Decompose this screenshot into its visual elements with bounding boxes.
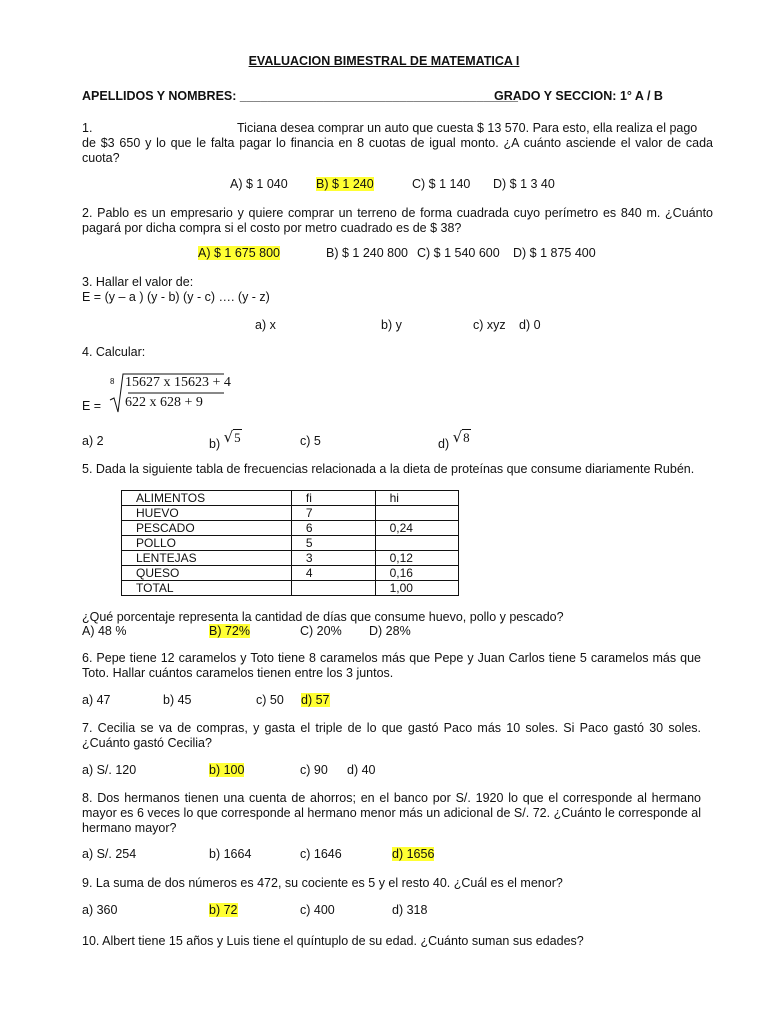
q3-expression: E = (y – a ) (y - b) (y - c) …. (y - z) — [82, 290, 270, 304]
q4-line1: 4. Calcular: — [82, 345, 146, 359]
q7-option-b: b) 100 — [209, 763, 245, 777]
q4-numerator: 15627 x 15623 + 4 — [125, 375, 231, 390]
table-row — [122, 536, 459, 551]
q5-question: ¿Qué porcentaje representa la cantidad de días que consume huevo, pollo y pescado? — [82, 610, 564, 624]
q2-option-c: C) $ 1 540 600 — [417, 246, 500, 260]
q6-option-a: a) 47 — [82, 693, 111, 707]
q6-option-d: d) 57 — [301, 693, 330, 707]
table-cell — [375, 536, 458, 551]
q9-option-a: a) 360 — [82, 903, 118, 917]
table-cell: PESCADO — [122, 521, 292, 536]
q6-option-b: b) 45 — [163, 693, 192, 707]
frequency-table — [121, 490, 459, 596]
page-title: EVALUACION BIMESTRAL DE MATEMATICA I — [248, 54, 520, 68]
q8-option-b: b) 1664 — [209, 847, 252, 861]
q6-text: 6. Pepe tiene 12 caramelos y Toto tiene 8 caramelos más que Pepe y Juan Carlos tiene 5 caramelos más que Toto. Hallar cuántos caramelos tienen entre los 3 juntos. — [82, 651, 701, 680]
table-row — [122, 521, 459, 536]
q1-option-a: A) $ 1 040 — [230, 177, 288, 191]
sqrt-icon: √ — [452, 428, 463, 446]
table-cell: 0,24 — [375, 521, 458, 536]
q7-option-c: c) 90 — [300, 763, 328, 777]
q10-text: 10. Albert tiene 15 años y Luis tiene el quíntuplo de su edad. ¿Cuánto suman sus edades? — [82, 934, 584, 948]
q1-text: de $3 650 y lo que le falta pagar lo financia en 8 cuotas de igual monto. ¿A cuánto asciende el valor de cada cuota? — [82, 136, 713, 165]
table-cell: POLLO — [122, 536, 292, 551]
table-cell: TOTAL — [122, 581, 292, 596]
table-row — [122, 506, 459, 521]
q3-option-b: b) y — [381, 318, 402, 332]
q5-option-a: A) 48 % — [82, 624, 127, 638]
table-header-cell: ALIMENTOS — [122, 491, 292, 506]
table-cell: HUEVO — [122, 506, 292, 521]
q1-option-c: C) $ 1 140 — [412, 177, 471, 191]
q4-option-a: a) 2 — [82, 434, 104, 448]
q4-option-d: d) √8 — [438, 428, 470, 451]
q4-root-index: 8 — [110, 377, 115, 386]
grade-section-label: GRADO Y SECCION: 1° A / B — [494, 89, 663, 103]
sqrt-icon: √ — [223, 428, 234, 446]
q4-option-c: c) 5 — [300, 434, 321, 448]
table-header-cell: hi — [375, 491, 458, 506]
q8-option-d: d) 1656 — [392, 847, 435, 861]
q8-text: 8. Dos hermanos tienen una cuenta de ahorros; en el banco por S/. 1920 lo que el corresponde al hermano mayor es 6 veces lo que corresponde al hermano menor más un adicional de S/. 72. ¿Cuánto le corresponde al hermano mayor? — [82, 791, 701, 835]
table-cell: QUESO — [122, 566, 292, 581]
student-name-label: APELLIDOS Y NOMBRES: ________________________________________ — [82, 89, 518, 103]
table-header-row — [122, 491, 459, 506]
q3-option-a: a) x — [255, 318, 276, 332]
table-cell: 6 — [291, 521, 375, 536]
q7-text: 7. Cecilia se va de compras, y gasta el triple de lo que gastó Paco más 10 soles. Si Paco gastó 30 soles. ¿Cuánto gastó Cecilia? — [82, 721, 701, 750]
q2-text: 2. Pablo es un empresario y quiere comprar un terreno de forma cuadrada cuyo perímetro es 840 m. ¿Cuánto pagará por dicha compra si el costo por metro cuadrado es de $ 38? — [82, 206, 713, 235]
q7-option-a: a) S/. 120 — [82, 763, 137, 777]
q1-text-first-line: Ticiana desea comprar un auto que cuesta $ 13 570. Para esto, ella realiza el pago — [237, 121, 698, 135]
q9-option-b: b) 72 — [209, 903, 238, 917]
q3-option-d: d) 0 — [519, 318, 541, 332]
table-cell: 0,16 — [375, 566, 458, 581]
q3-line1: 3. Hallar el valor de: — [82, 275, 194, 289]
q5-option-c: C) 20% — [300, 624, 342, 638]
q9-option-d: d) 318 — [392, 903, 428, 917]
q4-e-label: E = — [82, 399, 102, 413]
q8-option-a: a) S/. 254 — [82, 847, 137, 861]
q2-option-d: D) $ 1 875 400 — [513, 246, 596, 260]
table-cell — [291, 581, 375, 596]
table-cell: 3 — [291, 551, 375, 566]
table-cell: 4 — [291, 566, 375, 581]
table-row — [122, 581, 459, 596]
table-row — [122, 566, 459, 581]
q5-option-d: D) 28% — [369, 624, 411, 638]
q9-option-c: c) 400 — [300, 903, 335, 917]
table-cell — [375, 506, 458, 521]
q9-text: 9. La suma de dos números es 472, su cociente es 5 y el resto 40. ¿Cuál es el menor? — [82, 876, 563, 890]
q8-option-c: c) 1646 — [300, 847, 342, 861]
q2-option-a: A) $ 1 675 800 — [198, 246, 281, 260]
q1-option-b: B) $ 1 240 — [316, 177, 374, 191]
q2-option-b: B) $ 1 240 800 — [326, 246, 409, 260]
q4-denominator: 622 x 628 + 9 — [125, 395, 203, 410]
table-cell: 7 — [291, 506, 375, 521]
q6-option-c: c) 50 — [256, 693, 284, 707]
table-cell: 5 — [291, 536, 375, 551]
q1-option-d: D) $ 1 3 40 — [493, 177, 555, 191]
table-cell: LENTEJAS — [122, 551, 292, 566]
q5-text: 5. Dada la siguiente tabla de frecuencias relacionada a la dieta de proteínas que consume diariamente Rubén. — [82, 462, 695, 476]
table-row — [122, 551, 459, 566]
q7-option-d: d) 40 — [347, 763, 376, 777]
q1-number: 1. — [82, 121, 93, 135]
table-header-cell: fi — [291, 491, 375, 506]
q3-option-c: c) xyz — [473, 318, 506, 332]
q4-option-b: b) √5 — [209, 428, 241, 451]
q5-option-b: B) 72% — [209, 624, 250, 638]
table-cell: 0,12 — [375, 551, 458, 566]
table-cell: 1,00 — [375, 581, 458, 596]
